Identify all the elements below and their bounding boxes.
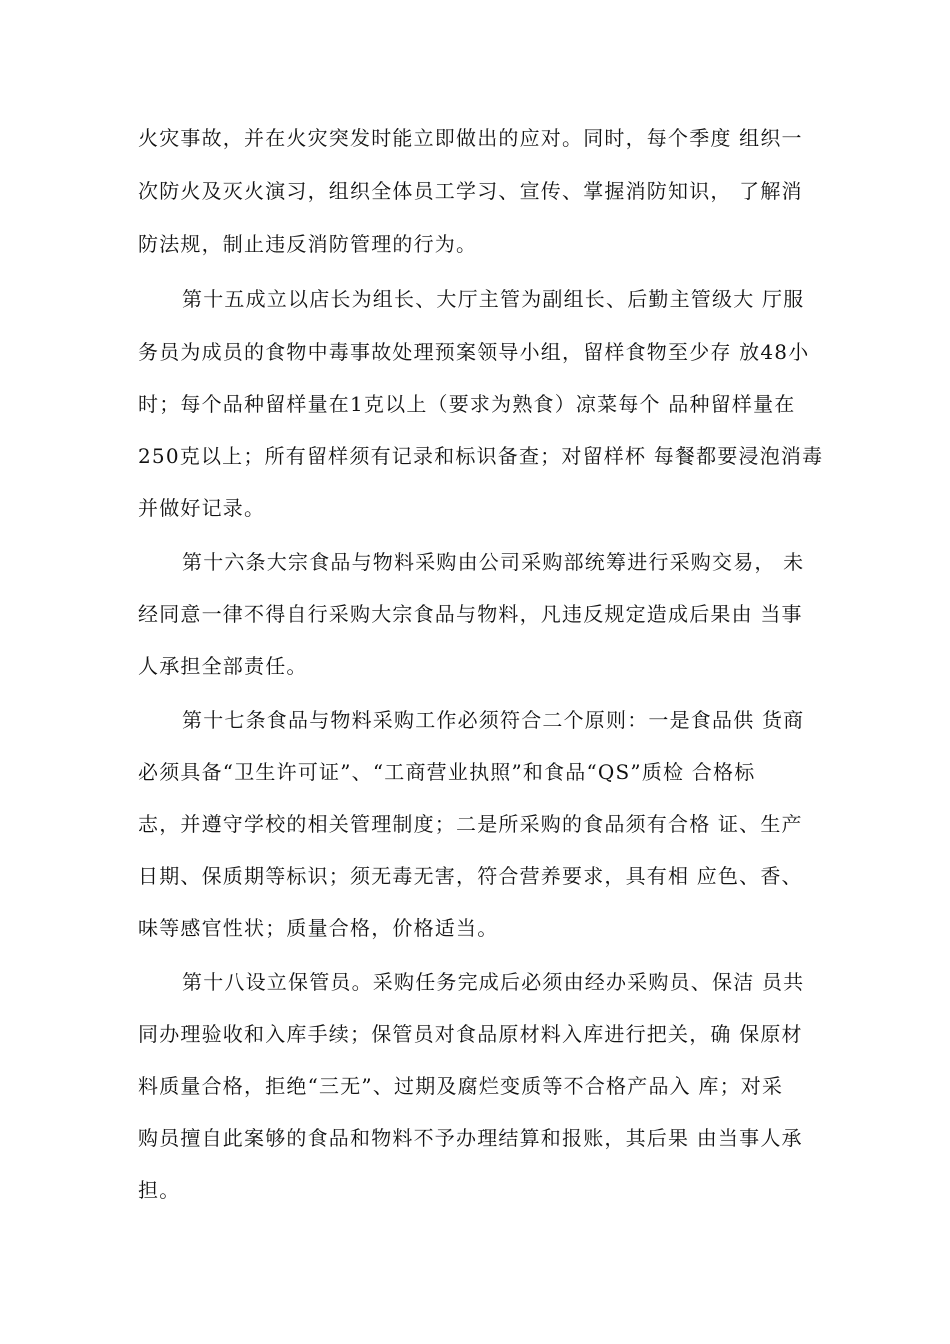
text-line: 料质量合格，拒绝“三无”、过期及腐烂变质等不合格产品入 库；对采: [138, 1074, 784, 1098]
text-line: 第十八设立保管员。采购任务完成后必须由经办采购员、保洁 员共: [182, 970, 805, 994]
text-line: 务员为成员的食物中毒事故处理预案领导小组，留样食物至少存 放48小: [138, 340, 810, 364]
text-line: 人承担全部责任。: [138, 654, 308, 678]
text-line: 第十六条大宗食品与物料采购由公司采购部统筹进行采购交易， 未: [182, 550, 805, 574]
text-line: 味等感官性状；质量合格，价格适当。: [138, 916, 499, 940]
text-line: 并做好记录。: [138, 496, 266, 520]
text-line: 火灾事故，并在火灾突发时能立即做出的应对。同时，每个季度 组织一: [138, 126, 803, 150]
text-line: 250克以上；所有留样须有记录和标识备查；对留样杯 每餐都要浸泡消毒: [138, 444, 824, 468]
text-line: 日期、保质期等标识；须无毒无害，符合营养要求，具有相 应色、香、: [138, 864, 803, 888]
text-line: 防法规，制止违反消防管理的行为。: [138, 232, 478, 256]
text-line: 购员擅自此案够的食品和物料不予办理结算和报账，其后果 由当事人承: [138, 1126, 803, 1150]
text-line: 担。: [138, 1178, 181, 1202]
text-line: 第十五成立以店长为组长、大厅主管为副组长、后勤主管级大 厅服: [182, 287, 805, 311]
text-line: 经同意一律不得自行采购大宗食品与物料，凡违反规定造成后果由 当事: [138, 602, 803, 626]
text-line: 时；每个品种留样量在1克以上（要求为熟食）凉菜每个 品种留样量在: [138, 392, 796, 416]
text-line: 第十七条食品与物料采购工作必须符合二个原则：一是食品供 货商: [182, 708, 805, 732]
text-line: 次防火及灭火演习，组织全体员工学习、宣传、掌握消防知识， 了解消: [138, 179, 803, 203]
text-line: 必须具备“卫生许可证”、“工商营业执照”和食品“QS”质检 合格标: [138, 760, 756, 784]
text-line: 同办理验收和入库手续；保管员对食品原材料入库进行把关，确 保原材: [138, 1022, 803, 1046]
text-line: 志，并遵守学校的相关管理制度；二是所采购的食品须有合格 证、生产: [138, 812, 803, 836]
